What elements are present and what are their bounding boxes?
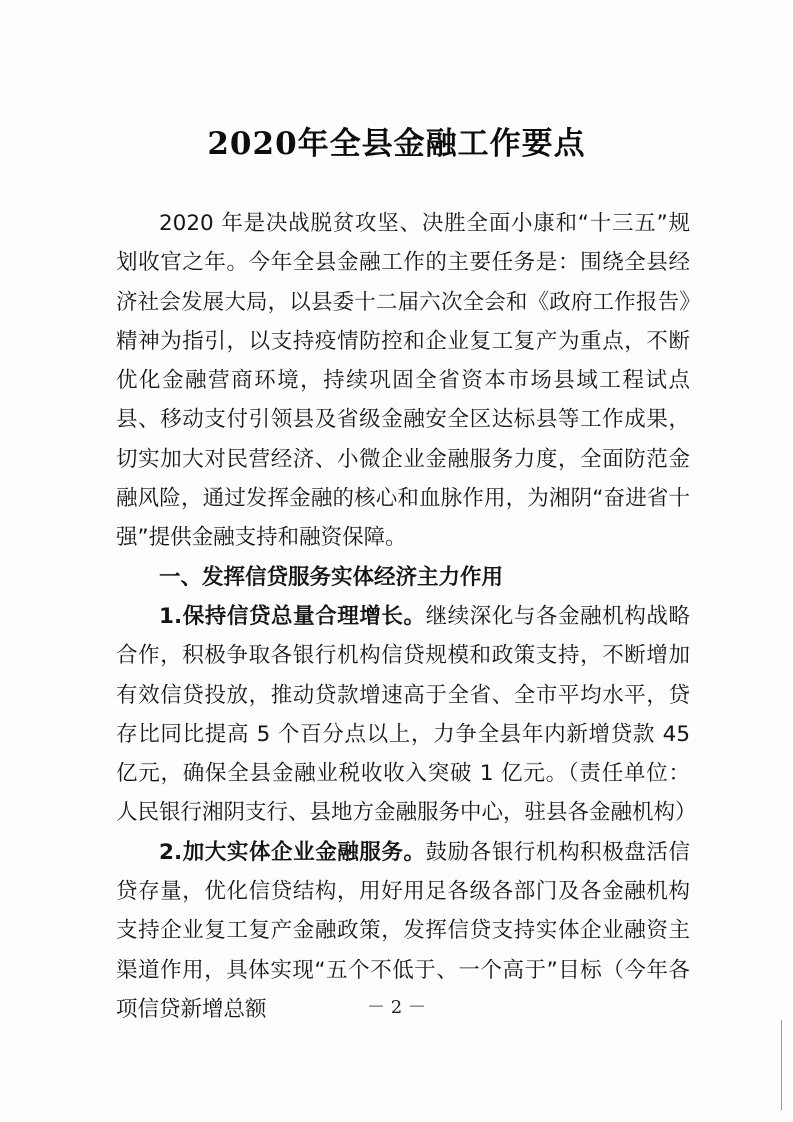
intro-paragraph: 2020 年是决战脱贫攻坚、决胜全面小康和“十三五”规划收官之年。今年全县金融工作的主要任务是：围绕全县经济社会发展大局，以县委十二届六次全会和《政府工作报告》精神为指引，以支持疫情防控和企业复工复产为重点，不断优化金融营商环境，持续巩固全省资本市场县域工程试点县、移动支付引领县及省级金融安全区达标县等工作成果，切实加大对民营经济、小微企业金融服务力度，全面防范金融风险，通过发挥金融的核心和血脉作用，为湘阴“奋进省十强”提供金融支持和融资保障。 <box>116 211 690 551</box>
document-title: 2020年全县金融工作要点 <box>207 126 586 162</box>
item-2-title: 2.加大实体企业金融服务。 <box>159 839 426 865</box>
item-1-text: 继续深化与各金融机构战略合作，积极争取各银行机构信贷规模和政策支持，不断增加有效信贷投放，推动贷款增速高于全省、全市平均水平，贷存比同比提高 5 个百分点以上，力争全县年内新增贷款 45 亿元，确保全县金融业税收收入突破 1 亿元。（责任单位：人民银行湘阴支行、县地方金融服务中心，驻县各金融机构） <box>116 603 697 826</box>
scan-artifact <box>781 1020 782 1110</box>
document-body <box>116 204 697 1029</box>
item-2-text: 鼓励各银行机构积极盘活信贷存量，优化信贷结构，用好用足各级各部门及各金融机构支持企业复工复产金融政策，发挥信贷支持实体企业融资主渠道作用，具体实现“五个不低于、一个高于”目标（今年各项信贷新增总额 <box>116 839 690 1022</box>
page-number: － 2 － <box>367 997 426 1018</box>
section-heading: 一、发挥信贷服务实体经济主力作用 <box>159 564 504 590</box>
item-1-paragraph <box>116 597 697 833</box>
item-1-title: 1.保持信贷总量合理增长。 <box>159 603 426 629</box>
